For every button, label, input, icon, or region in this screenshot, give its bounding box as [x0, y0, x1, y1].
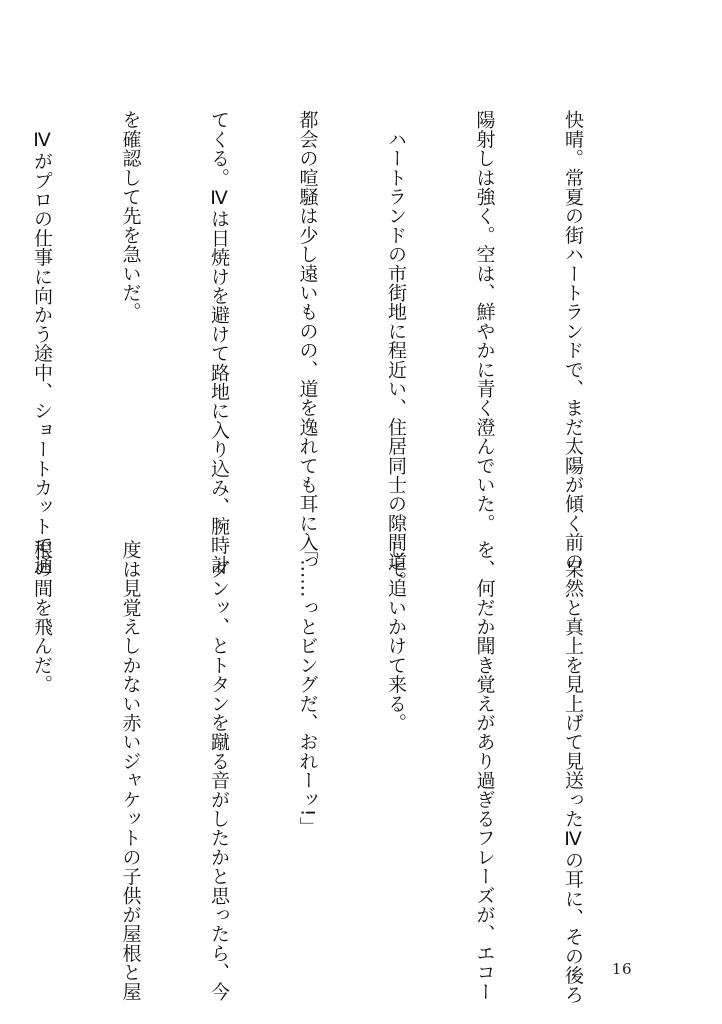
text-line: 快晴。常夏の街ハートランドで、まだ太陽が傾く前の: [562, 110, 584, 571]
text-line: 都会の喧騒は少し遠いものの、道を逸れても耳に入っ: [296, 110, 319, 571]
page-number: 16: [611, 960, 632, 978]
text-line: Ⅳがプロの仕事に向かう途中、ショートカットで通: [31, 110, 53, 574]
text-line: 陽射しは強く。空は、鮮やかに青く澄んでいた。: [473, 110, 496, 533]
text-line: ハートランドの市街地に程近い、住居同士の隙間道。: [385, 110, 407, 590]
text-line: を確認して先を急いだ。: [119, 110, 142, 322]
text-line: てくる。Ⅳは日焼けを避けて路地に入り込み、腕時計: [208, 110, 230, 574]
text-line: 度は見覚えしかない赤いジャケットの子供が屋根と屋: [119, 540, 142, 1001]
upper-text-block: [31, 110, 646, 590]
text-line: を、何だか聞き覚えがあり過ぎるフレーズが、エコー: [473, 540, 496, 1001]
text-line: して追いかけて来る。: [385, 540, 407, 732]
text-line: ダンッ、とトタンを蹴る音がしたかと思ったら、今: [208, 540, 230, 1001]
text-line: 根の間を飛んだ。: [31, 540, 53, 694]
text-line: 「……っとビングだ、おれーッ!」: [296, 540, 319, 836]
text-line: 呆然と真上を見上げて見送ったⅣの耳に、その後ろ: [562, 540, 584, 1004]
